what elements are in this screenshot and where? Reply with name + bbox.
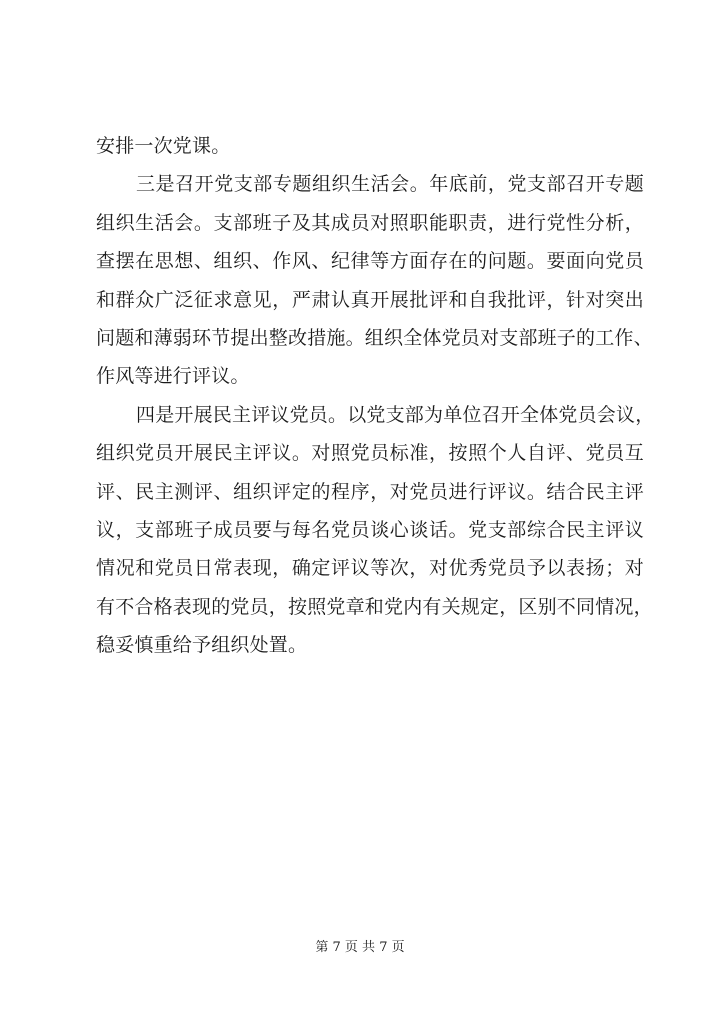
- paragraph-line: 组织生活会。支部班子及其成员对照职能职责，进行党性分析，: [96, 211, 644, 234]
- document-body: [96, 127, 655, 664]
- paragraph-line: 问题和薄弱环节提出整改措施。组织全体党员对支部班子的工作、: [96, 326, 653, 349]
- paragraph-line: 议，支部班子成员要与每名党员谈心谈话。党支部综合民主评议: [96, 518, 644, 541]
- paragraph-line: 四是开展民主评议党员。以党支部为单位召开全体党员会议，: [136, 403, 655, 426]
- page-number-footer: 第 7 页 共 7 页: [315, 940, 405, 955]
- paragraph-line: 三是召开党支部专题组织生活会。年底前，党支部召开专题: [136, 173, 644, 196]
- paragraph-line: 稳妥慎重给予组织处置。: [96, 634, 308, 657]
- paragraph-line: 安排一次党课。: [96, 135, 231, 157]
- paragraph-line: 组织党员开展民主评议。对照党员标准，按照个人自评、党员互: [96, 442, 644, 465]
- paragraph-line: 情况和党员日常表现，确定评议等次，对优秀党员予以表扬；对: [96, 557, 644, 580]
- paragraph-line: 作风等进行评议。: [96, 365, 250, 388]
- paragraph-line: 有不合格表现的党员，按照党章和党内有关规定，区别不同情况，: [96, 595, 653, 618]
- paragraph-line: 和群众广泛征求意见，严肃认真开展批评和自我批评，针对突出: [96, 288, 644, 311]
- paragraph-line: 评、民主测评、组织评定的程序，对党员进行评议。结合民主评: [96, 480, 644, 503]
- paragraph-line: 查摆在思想、组织、作风、纪律等方面存在的问题。要面向党员: [96, 250, 644, 273]
